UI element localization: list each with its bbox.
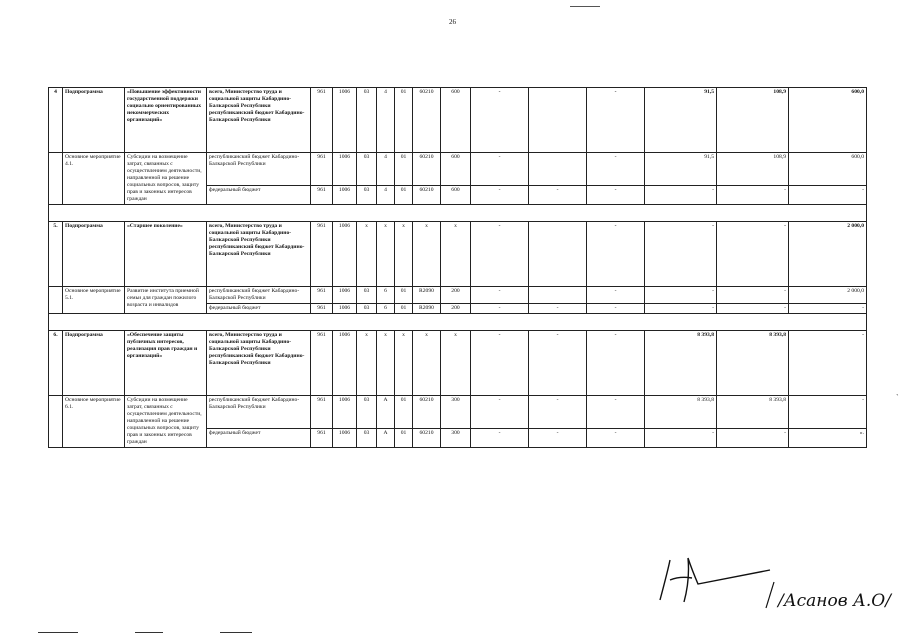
code-cell-vr: x: [441, 222, 471, 287]
row-type-cell: Подпрограмма: [63, 222, 125, 287]
amount-cell: -: [645, 222, 717, 287]
amount-cell: [529, 153, 587, 186]
amount-cell: -: [587, 331, 645, 396]
amount-cell: -: [587, 88, 645, 153]
code-cell-grbs: 961: [311, 88, 333, 153]
amount-cell: 2 000,0: [789, 287, 867, 304]
amount-cell: -: [789, 185, 867, 204]
code-cell-vr: 600: [441, 88, 471, 153]
code-cell-p2: 4: [377, 185, 395, 204]
footer-rule-2: [135, 632, 163, 633]
row-name-cell: «Обеспечение защиты публичных интересов, реализация прав граждан и организаций»: [125, 331, 207, 396]
amount-cell: -: [717, 185, 789, 204]
code-cell-csr: 60210: [413, 185, 441, 204]
table-row: [49, 396, 867, 429]
row-number-cell: [49, 396, 63, 448]
code-cell-p1: 03: [357, 428, 377, 447]
amount-cell: -: [471, 153, 529, 186]
signature-name: /Асанов А.О/: [778, 591, 891, 611]
amount-cell: [529, 88, 587, 153]
code-cell-grbs: 961: [311, 396, 333, 429]
footer-rule-3: [220, 632, 252, 633]
code-cell-p1: 03: [357, 396, 377, 429]
signature-handwriting: [640, 540, 900, 620]
code-cell-csr: 60210: [413, 153, 441, 186]
amount-cell: -: [529, 331, 587, 396]
amount-cell: -: [789, 331, 867, 396]
amount-cell: 8 393,8: [717, 396, 789, 429]
table-row: [49, 153, 867, 186]
code-cell-csr: x: [413, 331, 441, 396]
code-cell-vr: 300: [441, 396, 471, 429]
row-type-cell: Подпрограмма: [63, 331, 125, 396]
row-type-cell: Основное мероприятие 6.1.: [63, 396, 125, 448]
amount-cell: -: [717, 222, 789, 287]
code-cell-vr: 600: [441, 153, 471, 186]
row-type-cell: Основное мероприятие 5.1.: [63, 287, 125, 314]
code-cell-vr: 300: [441, 428, 471, 447]
row-name-cell: «Старшее поколение»: [125, 222, 207, 287]
amount-cell: -: [789, 304, 867, 314]
table-body: [49, 88, 867, 448]
table-row: [49, 88, 867, 153]
code-cell-p1: 03: [357, 287, 377, 304]
amount-cell: -: [587, 396, 645, 429]
amount-cell: 108,9: [717, 153, 789, 186]
code-cell-rz: 1006: [333, 428, 357, 447]
code-cell-grbs: 961: [311, 428, 333, 447]
amount-cell: -: [587, 222, 645, 287]
code-cell-grbs: 961: [311, 185, 333, 204]
code-cell-p3: 01: [395, 304, 413, 314]
code-cell-p3: x: [395, 331, 413, 396]
row-number-cell: [49, 153, 63, 205]
amount-cell: -: [587, 153, 645, 186]
code-cell-p2: А: [377, 428, 395, 447]
code-cell-p1: 03: [357, 185, 377, 204]
code-cell-rz: 1006: [333, 185, 357, 204]
code-cell-p2: x: [377, 331, 395, 396]
amount-cell: -: [471, 185, 529, 204]
budget-table: [48, 87, 867, 448]
amount-cell: -: [471, 88, 529, 153]
table-row: [49, 287, 867, 304]
code-cell-grbs: 961: [311, 222, 333, 287]
code-cell-grbs: 961: [311, 331, 333, 396]
source-cell: всего, Министерство труда и социальной защиты Кабардино-Балкарской Республики республиканский бюджет Кабардино-Балкарской Республики: [207, 88, 311, 153]
amount-cell: 8 393,8: [645, 396, 717, 429]
amount-cell: 91,5: [645, 153, 717, 186]
amount-cell: -: [529, 428, 587, 447]
row-number-cell: 6.: [49, 331, 63, 396]
amount-cell: -: [471, 287, 529, 304]
amount-cell: ».: [789, 428, 867, 447]
amount-cell: [529, 287, 587, 304]
footer-rule-1: [38, 632, 78, 633]
code-cell-vr: 200: [441, 287, 471, 304]
amount-cell: -: [587, 428, 645, 447]
source-cell: всего, Министерство труда и социальной защиты Кабардино-Балкарской Республики республиканский бюджет Кабардино-Балкарской Республики: [207, 331, 311, 396]
code-cell-rz: 1006: [333, 153, 357, 186]
code-cell-csr: R2090: [413, 287, 441, 304]
code-cell-rz: 1006: [333, 396, 357, 429]
code-cell-rz: 1006: [333, 222, 357, 287]
amount-cell: 108,9: [717, 88, 789, 153]
amount-cell: -: [529, 185, 587, 204]
source-cell: всего, Министерство труда и социальной защиты Кабардино-Балкарской Республики республиканский бюджет Кабардино-Балкарской Республики: [207, 222, 311, 287]
amount-cell: -: [645, 287, 717, 304]
amount-cell: -: [529, 396, 587, 429]
code-cell-grbs: 961: [311, 153, 333, 186]
code-cell-rz: 1006: [333, 88, 357, 153]
row-number-cell: [49, 287, 63, 314]
code-cell-p2: 6: [377, 304, 395, 314]
amount-cell: -: [587, 304, 645, 314]
code-cell-vr: 600: [441, 185, 471, 204]
amount-cell: 91,5: [645, 88, 717, 153]
table-row: [49, 222, 867, 287]
code-cell-p3: x: [395, 222, 413, 287]
row-number-cell: 5.: [49, 222, 63, 287]
row-name-cell: «Повышение эффективности государственной поддержки социально ориентированных некоммерческих организаций»: [125, 88, 207, 153]
code-cell-p2: 4: [377, 153, 395, 186]
code-cell-p1: x: [357, 331, 377, 396]
source-cell: федеральный бюджет: [207, 304, 311, 314]
amount-cell: -: [471, 396, 529, 429]
amount-cell: -: [789, 396, 867, 429]
code-cell-p1: 03: [357, 304, 377, 314]
amount-cell: 600,0: [789, 153, 867, 186]
code-cell-vr: x: [441, 331, 471, 396]
amount-cell: -: [471, 222, 529, 287]
amount-cell: -: [645, 185, 717, 204]
amount-cell: -: [471, 428, 529, 447]
separator-row: [49, 314, 867, 331]
amount-cell: -: [645, 428, 717, 447]
code-cell-p3: 01: [395, 153, 413, 186]
code-cell-grbs: 961: [311, 287, 333, 304]
amount-cell: 2 000,0: [789, 222, 867, 287]
amount-cell: -: [529, 304, 587, 314]
amount-cell: 600,0: [789, 88, 867, 153]
table-row: [49, 331, 867, 396]
code-cell-p2: А: [377, 396, 395, 429]
source-cell: федеральный бюджет: [207, 185, 311, 204]
amount-cell: [529, 222, 587, 287]
amount-cell: -: [471, 304, 529, 314]
separator-cell: [49, 314, 867, 331]
amount-cell: -: [717, 304, 789, 314]
header-rule: [570, 6, 600, 7]
code-cell-grbs: 961: [311, 304, 333, 314]
code-cell-p3: 01: [395, 428, 413, 447]
code-cell-vr: 200: [441, 304, 471, 314]
source-cell: республиканский бюджет Кабардино-Балкарской Республики: [207, 396, 311, 429]
row-number-cell: 4: [49, 88, 63, 153]
code-cell-rz: 1006: [333, 331, 357, 396]
amount-cell: -: [717, 428, 789, 447]
margin-mark: `: [896, 393, 899, 402]
code-cell-p2: x: [377, 222, 395, 287]
code-cell-rz: 1006: [333, 304, 357, 314]
amount-cell: -: [471, 331, 529, 396]
code-cell-p3: 01: [395, 287, 413, 304]
row-type-cell: Основное мероприятие 4.1.: [63, 153, 125, 205]
row-name-cell: Субсидии на возмещение затрат, связанных с осуществлением деятельности, направленной на решение социальных вопросов, защиту прав и законных интересов граждан: [125, 396, 207, 448]
amount-cell: 8 393,8: [717, 331, 789, 396]
code-cell-csr: x: [413, 222, 441, 287]
code-cell-csr: R2090: [413, 304, 441, 314]
amount-cell: -: [645, 304, 717, 314]
row-name-cell: Субсидии на возмещение затрат, связанных с осуществлением деятельности, направленной на решение социальных вопросов, защиту прав и законных интересов граждан: [125, 153, 207, 205]
source-cell: федеральный бюджет: [207, 428, 311, 447]
source-cell: республиканский бюджет Кабардино-Балкарской Республики: [207, 153, 311, 186]
code-cell-csr: 60210: [413, 396, 441, 429]
code-cell-csr: 60210: [413, 88, 441, 153]
code-cell-p1: 03: [357, 88, 377, 153]
row-type-cell: Подпрограмма: [63, 88, 125, 153]
code-cell-p3: 01: [395, 88, 413, 153]
separator-cell: [49, 205, 867, 222]
code-cell-p2: 6: [377, 287, 395, 304]
amount-cell: -: [717, 287, 789, 304]
row-name-cell: Развитие института приемной семьи для граждан пожилого возраста и инвалидов: [125, 287, 207, 314]
signature: [640, 540, 900, 620]
code-cell-p1: 03: [357, 153, 377, 186]
code-cell-p3: 01: [395, 396, 413, 429]
code-cell-p2: 4: [377, 88, 395, 153]
page-number: 26: [449, 18, 456, 26]
separator-row: [49, 205, 867, 222]
code-cell-csr: 60210: [413, 428, 441, 447]
source-cell: республиканский бюджет Кабардино-Балкарской Республики: [207, 287, 311, 304]
amount-cell: -: [587, 287, 645, 304]
amount-cell: -: [587, 185, 645, 204]
code-cell-rz: 1006: [333, 287, 357, 304]
code-cell-p3: 01: [395, 185, 413, 204]
code-cell-p1: x: [357, 222, 377, 287]
amount-cell: 8 393,8: [645, 331, 717, 396]
